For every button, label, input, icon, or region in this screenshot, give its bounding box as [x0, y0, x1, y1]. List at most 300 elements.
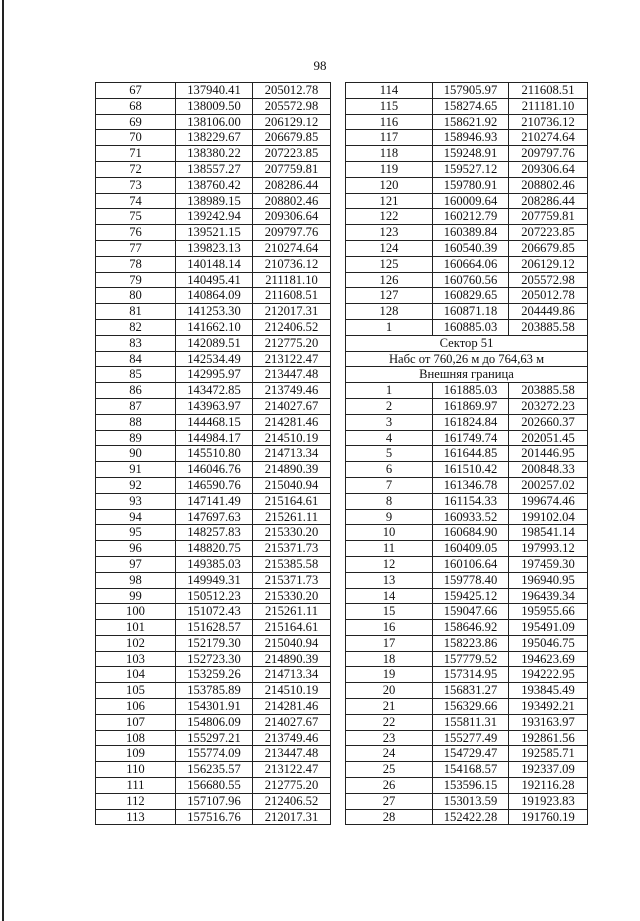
coord-x: 143963.97 [176, 398, 253, 414]
table-row [96, 651, 331, 667]
point-number: 116 [346, 114, 433, 130]
coord-x: 137940.41 [176, 83, 253, 99]
table-row [96, 177, 331, 193]
table-row [96, 493, 331, 509]
table-row [96, 588, 331, 604]
point-number: 104 [96, 667, 176, 683]
coord-x: 161510.42 [433, 462, 509, 478]
point-number: 1 [346, 319, 433, 335]
table-row [346, 304, 588, 320]
coord-x: 138380.22 [176, 146, 253, 162]
point-number: 68 [96, 98, 176, 114]
coord-x: 160760.56 [433, 272, 509, 288]
table-row [346, 730, 588, 746]
coord-x: 158223.86 [433, 635, 509, 651]
coord-y: 209797.76 [509, 146, 588, 162]
coord-x: 158621.92 [433, 114, 509, 130]
point-number: 6 [346, 462, 433, 478]
coord-y: 206679.85 [509, 240, 588, 256]
coord-x: 156680.55 [176, 778, 253, 794]
sector-title: Сектор 51 [346, 335, 588, 351]
point-number: 90 [96, 446, 176, 462]
point-number: 20 [346, 683, 433, 699]
sector-boundary-row [346, 367, 588, 383]
table-row [96, 161, 331, 177]
page-number: 98 [313, 58, 327, 73]
table-row [96, 683, 331, 699]
table-row [346, 683, 588, 699]
table-row [346, 225, 588, 241]
coord-y: 215330.20 [253, 588, 331, 604]
point-number: 85 [96, 367, 176, 383]
table-row [346, 525, 588, 541]
coord-y: 205572.98 [509, 272, 588, 288]
point-number: 26 [346, 778, 433, 794]
point-number: 86 [96, 383, 176, 399]
point-number: 89 [96, 430, 176, 446]
coord-x: 159248.91 [433, 146, 509, 162]
coord-x: 147141.49 [176, 493, 253, 509]
coord-y: 208802.46 [253, 193, 331, 209]
table-row [96, 509, 331, 525]
coord-y: 199674.46 [509, 493, 588, 509]
coord-x: 157905.97 [433, 83, 509, 99]
coord-y: 214510.19 [253, 430, 331, 446]
table-row [346, 809, 588, 825]
coord-y: 192585.71 [509, 746, 588, 762]
table-row [346, 620, 588, 636]
coord-y: 215371.73 [253, 541, 331, 557]
coord-y: 210736.12 [509, 114, 588, 130]
coord-x: 155811.31 [433, 714, 509, 730]
table-row [96, 272, 331, 288]
table-row [346, 430, 588, 446]
point-number: 9 [346, 509, 433, 525]
coord-x: 149949.31 [176, 572, 253, 588]
coord-x: 141253.30 [176, 304, 253, 320]
coord-y: 214027.67 [253, 398, 331, 414]
table-row [96, 256, 331, 272]
coord-y: 212017.31 [253, 809, 331, 825]
coord-y: 206129.12 [509, 256, 588, 272]
coord-x: 146590.76 [176, 477, 253, 493]
point-number: 121 [346, 193, 433, 209]
point-number: 73 [96, 177, 176, 193]
point-number: 24 [346, 746, 433, 762]
coord-x: 142534.49 [176, 351, 253, 367]
coord-y: 207223.85 [509, 225, 588, 241]
coord-x: 144984.17 [176, 430, 253, 446]
point-number: 122 [346, 209, 433, 225]
coord-y: 203885.58 [509, 319, 588, 335]
table-row [96, 762, 331, 778]
coord-y: 210274.64 [509, 130, 588, 146]
table-row [96, 462, 331, 478]
table-row [346, 667, 588, 683]
table-row [346, 604, 588, 620]
point-number: 92 [96, 477, 176, 493]
coord-y: 201446.95 [509, 446, 588, 462]
table-row [346, 83, 588, 99]
coord-y: 202660.37 [509, 414, 588, 430]
table-row [96, 635, 331, 651]
coord-x: 160933.52 [433, 509, 509, 525]
point-number: 126 [346, 272, 433, 288]
coord-y: 212775.20 [253, 778, 331, 794]
table-row [346, 477, 588, 493]
scan-edge-line [2, 0, 4, 921]
table-row [96, 351, 331, 367]
table-row [96, 193, 331, 209]
coord-y: 212775.20 [253, 335, 331, 351]
coord-y: 213447.48 [253, 367, 331, 383]
table-row [346, 383, 588, 399]
table-row [346, 414, 588, 430]
coord-y: 194623.69 [509, 651, 588, 667]
coord-x: 160664.06 [433, 256, 509, 272]
point-number: 88 [96, 414, 176, 430]
coord-x: 138989.15 [176, 193, 253, 209]
coord-x: 152179.30 [176, 635, 253, 651]
point-number: 108 [96, 730, 176, 746]
coord-x: 142995.97 [176, 367, 253, 383]
coord-y: 205012.78 [509, 288, 588, 304]
coord-x: 154168.57 [433, 762, 509, 778]
coord-x: 142089.51 [176, 335, 253, 351]
coord-x: 140864.09 [176, 288, 253, 304]
point-number: 28 [346, 809, 433, 825]
coord-x: 147697.63 [176, 509, 253, 525]
coord-y: 207759.81 [509, 209, 588, 225]
table-row [346, 714, 588, 730]
table-row [346, 778, 588, 794]
coord-y: 191923.83 [509, 793, 588, 809]
table-row [346, 319, 588, 335]
table-row [96, 525, 331, 541]
coord-y: 204449.86 [509, 304, 588, 320]
point-number: 4 [346, 430, 433, 446]
point-number: 21 [346, 699, 433, 715]
coord-x: 156831.27 [433, 683, 509, 699]
table-row [96, 304, 331, 320]
coord-y: 215385.58 [253, 556, 331, 572]
table-row [96, 477, 331, 493]
coord-x: 161154.33 [433, 493, 509, 509]
point-number: 93 [96, 493, 176, 509]
table-row [346, 98, 588, 114]
point-number: 118 [346, 146, 433, 162]
point-number: 114 [346, 83, 433, 99]
coord-y: 214713.34 [253, 446, 331, 462]
point-number: 111 [96, 778, 176, 794]
point-number: 7 [346, 477, 433, 493]
coord-y: 215164.61 [253, 620, 331, 636]
coord-y: 214281.46 [253, 414, 331, 430]
coord-x: 156235.57 [176, 762, 253, 778]
point-number: 127 [346, 288, 433, 304]
table-row [346, 114, 588, 130]
coord-x: 159425.12 [433, 588, 509, 604]
coord-x: 158646.92 [433, 620, 509, 636]
table-row [346, 651, 588, 667]
coord-y: 196940.95 [509, 572, 588, 588]
coord-x: 151628.57 [176, 620, 253, 636]
coord-x: 145510.80 [176, 446, 253, 462]
coord-y: 207223.85 [253, 146, 331, 162]
coord-y: 206129.12 [253, 114, 331, 130]
point-number: 84 [96, 351, 176, 367]
table-row [346, 446, 588, 462]
point-number: 99 [96, 588, 176, 604]
coord-x: 160009.64 [433, 193, 509, 209]
point-number: 12 [346, 556, 433, 572]
coord-y: 213122.47 [253, 351, 331, 367]
coord-y: 214027.67 [253, 714, 331, 730]
coord-y: 208286.44 [253, 177, 331, 193]
coord-y: 199102.04 [509, 509, 588, 525]
point-number: 98 [96, 572, 176, 588]
coord-y: 214890.39 [253, 651, 331, 667]
table-row [96, 730, 331, 746]
coord-x: 157314.95 [433, 667, 509, 683]
coord-x: 161346.78 [433, 477, 509, 493]
table-row [96, 714, 331, 730]
table-row [96, 572, 331, 588]
coord-y: 207759.81 [253, 161, 331, 177]
table-row [96, 225, 331, 241]
point-number: 124 [346, 240, 433, 256]
coord-x: 149385.03 [176, 556, 253, 572]
table-row [346, 288, 588, 304]
coord-x: 139823.13 [176, 240, 253, 256]
coord-x: 141662.10 [176, 319, 253, 335]
table-row [96, 83, 331, 99]
point-number: 103 [96, 651, 176, 667]
point-number: 25 [346, 762, 433, 778]
point-number: 102 [96, 635, 176, 651]
coord-x: 161644.85 [433, 446, 509, 462]
table-row [346, 699, 588, 715]
table-row [346, 793, 588, 809]
coord-y: 215164.61 [253, 493, 331, 509]
coord-y: 203885.58 [509, 383, 588, 399]
coord-x: 160106.64 [433, 556, 509, 572]
table-row [346, 272, 588, 288]
coord-x: 148820.75 [176, 541, 253, 557]
coord-x: 152422.28 [433, 809, 509, 825]
table-row [96, 367, 331, 383]
coord-x: 155297.21 [176, 730, 253, 746]
point-number: 70 [96, 130, 176, 146]
coord-y: 195046.75 [509, 635, 588, 651]
point-number: 115 [346, 98, 433, 114]
coord-y: 192861.56 [509, 730, 588, 746]
sector-boundary: Внешняя граница [346, 367, 588, 383]
coord-y: 211181.10 [509, 98, 588, 114]
point-number: 117 [346, 130, 433, 146]
coord-y: 215261.11 [253, 509, 331, 525]
coord-x: 157516.76 [176, 809, 253, 825]
coord-x: 160212.79 [433, 209, 509, 225]
point-number: 97 [96, 556, 176, 572]
point-number: 128 [346, 304, 433, 320]
coordinates-table-right [345, 82, 588, 825]
coord-y: 197993.12 [509, 541, 588, 557]
coord-x: 143472.85 [176, 383, 253, 399]
point-number: 76 [96, 225, 176, 241]
table-row [346, 462, 588, 478]
point-number: 67 [96, 83, 176, 99]
coord-y: 213749.46 [253, 730, 331, 746]
coord-x: 159778.40 [433, 572, 509, 588]
table-row [96, 398, 331, 414]
coord-y: 205012.78 [253, 83, 331, 99]
coord-y: 214281.46 [253, 699, 331, 715]
table-row [96, 114, 331, 130]
coord-y: 202051.45 [509, 430, 588, 446]
point-number: 123 [346, 225, 433, 241]
point-number: 27 [346, 793, 433, 809]
point-number: 22 [346, 714, 433, 730]
table-row [346, 130, 588, 146]
coord-x: 138557.27 [176, 161, 253, 177]
coord-x: 154301.91 [176, 699, 253, 715]
point-number: 18 [346, 651, 433, 667]
coord-y: 193845.49 [509, 683, 588, 699]
table-row [96, 556, 331, 572]
coord-y: 211608.51 [253, 288, 331, 304]
coord-y: 192116.28 [509, 778, 588, 794]
coord-x: 160885.03 [433, 319, 509, 335]
table-row [96, 620, 331, 636]
point-number: 101 [96, 620, 176, 636]
coord-y: 194222.95 [509, 667, 588, 683]
sector-height-row [346, 351, 588, 367]
point-number: 10 [346, 525, 433, 541]
sector-height: Набс от 760,26 м до 764,63 м [346, 351, 588, 367]
table-row [346, 398, 588, 414]
sector-title-row [346, 335, 588, 351]
coord-x: 160829.65 [433, 288, 509, 304]
point-number: 87 [96, 398, 176, 414]
point-number: 125 [346, 256, 433, 272]
coord-y: 196439.34 [509, 588, 588, 604]
coord-y: 200257.02 [509, 477, 588, 493]
point-number: 82 [96, 319, 176, 335]
coord-x: 161885.03 [433, 383, 509, 399]
point-number: 81 [96, 304, 176, 320]
coord-y: 193492.21 [509, 699, 588, 715]
point-number: 72 [96, 161, 176, 177]
point-number: 109 [96, 746, 176, 762]
coord-x: 159527.12 [433, 161, 509, 177]
coord-x: 160540.39 [433, 240, 509, 256]
coord-x: 154729.47 [433, 746, 509, 762]
coord-x: 151072.43 [176, 604, 253, 620]
point-number: 74 [96, 193, 176, 209]
table-row [346, 635, 588, 651]
coord-x: 153013.59 [433, 793, 509, 809]
table-row [346, 746, 588, 762]
coord-x: 156329.66 [433, 699, 509, 715]
coord-x: 152723.30 [176, 651, 253, 667]
coord-y: 211608.51 [509, 83, 588, 99]
coord-y: 213447.48 [253, 746, 331, 762]
coord-y: 192337.09 [509, 762, 588, 778]
point-number: 96 [96, 541, 176, 557]
point-number: 8 [346, 493, 433, 509]
coord-x: 140148.14 [176, 256, 253, 272]
point-number: 77 [96, 240, 176, 256]
point-number: 95 [96, 525, 176, 541]
coord-y: 203272.23 [509, 398, 588, 414]
coord-x: 138229.67 [176, 130, 253, 146]
point-number: 2 [346, 398, 433, 414]
table-row [346, 572, 588, 588]
coord-x: 160409.05 [433, 541, 509, 557]
coord-y: 197459.30 [509, 556, 588, 572]
coord-x: 138009.50 [176, 98, 253, 114]
coord-x: 139242.94 [176, 209, 253, 225]
coord-x: 153596.15 [433, 778, 509, 794]
coord-y: 205572.98 [253, 98, 331, 114]
table-row [96, 335, 331, 351]
coord-x: 161869.97 [433, 398, 509, 414]
point-number: 112 [96, 793, 176, 809]
coord-y: 212406.52 [253, 793, 331, 809]
point-number: 120 [346, 177, 433, 193]
coord-y: 209306.64 [509, 161, 588, 177]
table-row [346, 541, 588, 557]
point-number: 107 [96, 714, 176, 730]
point-number: 75 [96, 209, 176, 225]
point-number: 94 [96, 509, 176, 525]
table-row [96, 430, 331, 446]
coord-x: 161749.74 [433, 430, 509, 446]
point-number: 11 [346, 541, 433, 557]
point-number: 113 [96, 809, 176, 825]
table-row [96, 604, 331, 620]
coord-y: 215371.73 [253, 572, 331, 588]
coord-x: 148257.83 [176, 525, 253, 541]
coord-x: 155774.09 [176, 746, 253, 762]
point-number: 71 [96, 146, 176, 162]
coord-y: 214713.34 [253, 667, 331, 683]
coord-x: 153785.89 [176, 683, 253, 699]
point-number: 3 [346, 414, 433, 430]
coord-y: 210736.12 [253, 256, 331, 272]
coord-x: 139521.15 [176, 225, 253, 241]
coord-x: 150512.23 [176, 588, 253, 604]
point-number: 17 [346, 635, 433, 651]
coord-y: 195491.09 [509, 620, 588, 636]
point-number: 14 [346, 588, 433, 604]
point-number: 16 [346, 620, 433, 636]
point-number: 79 [96, 272, 176, 288]
coord-x: 138760.42 [176, 177, 253, 193]
point-number: 100 [96, 604, 176, 620]
table-row [96, 98, 331, 114]
coordinates-table-left [95, 82, 331, 825]
point-number: 106 [96, 699, 176, 715]
coord-y: 214510.19 [253, 683, 331, 699]
point-number: 19 [346, 667, 433, 683]
coord-y: 210274.64 [253, 240, 331, 256]
coord-y: 195955.66 [509, 604, 588, 620]
coord-y: 200848.33 [509, 462, 588, 478]
table-row [346, 209, 588, 225]
coord-y: 206679.85 [253, 130, 331, 146]
